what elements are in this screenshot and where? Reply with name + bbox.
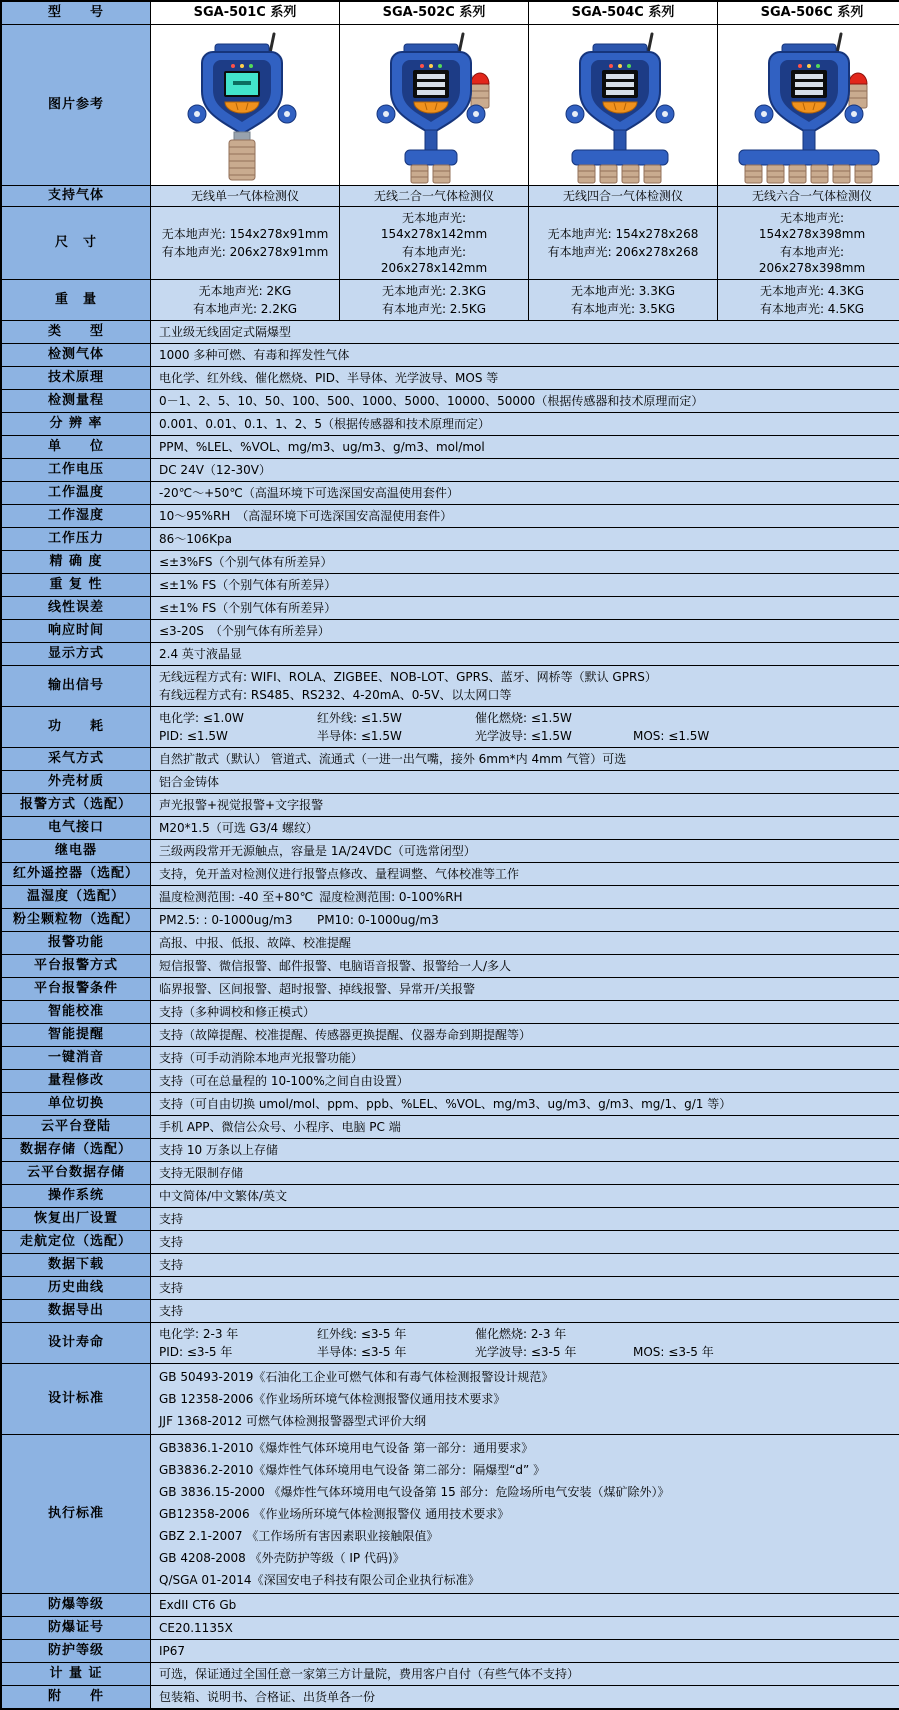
spec-text: 有本地声光: 2.5KG <box>381 302 487 316</box>
model-name: SGA-506C 系列 <box>718 2 899 24</box>
spec-text: 手机 APP、微信公众号、小程序、电脑 PC 端 <box>159 1120 401 1134</box>
spec-text-segment: 光学波导: ≤3-5 年 <box>475 1345 577 1359</box>
spec-text <box>159 709 578 727</box>
spec-text-segment: 半导体: ≤1.5W <box>317 729 402 743</box>
spec-row-value <box>151 1323 899 1363</box>
spec-text: 有本地声光: 4.5KG <box>759 302 865 316</box>
spec-row-label: 功 耗 <box>2 707 150 747</box>
spec-text-segment: 红外线: ≤1.5W <box>317 711 402 725</box>
spec-row-value <box>151 1254 899 1276</box>
spec-row-value <box>151 528 899 550</box>
spec-row-value <box>151 1093 899 1115</box>
spec-row-label: 报警方式（选配） <box>2 794 150 816</box>
spec-text: GB 4208-2008 《外壳防护等级（ IP 代码)》 <box>159 1551 405 1565</box>
spec-text: 2.4 英寸液晶显 <box>159 647 242 661</box>
spec-row-value <box>151 748 899 770</box>
model-spec-value <box>529 280 717 320</box>
spec-text-segment: PID: ≤1.5W <box>159 729 228 743</box>
spec-text: 无本地声光: 154x278x268 <box>547 227 699 241</box>
spec-row-value <box>151 459 899 481</box>
spec-row-value <box>151 1663 899 1685</box>
spec-row-label: 恢复出厂设置 <box>2 1208 150 1230</box>
spec-text: GBZ 2.1-2007 《工作场所有害因素职业接触限值》 <box>159 1529 439 1543</box>
lcd-screen <box>791 70 827 98</box>
spec-row-value <box>151 1001 899 1023</box>
lcd-screen <box>602 70 638 98</box>
spec-text: 支持 <box>159 1281 184 1295</box>
spec-text: PPM、%LEL、%VOL、mg/m3、ug/m3、g/m3、mol/mol <box>159 440 485 454</box>
spec-row-label: 防爆证号 <box>2 1617 150 1639</box>
spec-row-label: 工作电压 <box>2 459 150 481</box>
model-spec-value <box>151 207 339 279</box>
spec-row-label: 重 量 <box>2 280 150 320</box>
model-spec-value: 无线四合一气体检测仪 <box>529 186 717 206</box>
device-illustration <box>341 26 527 184</box>
spec-row-label: 外壳材质 <box>2 771 150 793</box>
spec-row-value <box>151 840 899 862</box>
spec-row-value <box>151 1435 899 1593</box>
spec-text: GB 50493-2019《石油化工企业可燃气体和有毒气体检测报警设计规范》 <box>159 1370 554 1384</box>
spec-row-label: 执行标准 <box>2 1435 150 1593</box>
spec-text: 支持 <box>159 1235 184 1249</box>
spec-row-label: 重 复 性 <box>2 574 150 596</box>
spec-text: 支持（可在总量程的 10-100%之间自由设置） <box>159 1074 409 1088</box>
spec-text: 工业级无线固定式隔爆型 <box>159 325 292 339</box>
model-row-label: 型 号 <box>2 2 150 24</box>
spec-text-segment: 催化燃烧: 2-3 年 <box>475 1327 567 1341</box>
spec-text-segment: 半导体: ≤3-5 年 <box>317 1345 407 1359</box>
spec-row-value <box>151 643 899 665</box>
gas-sensor-manifold <box>572 130 668 183</box>
spec-row-value <box>151 551 899 573</box>
model-spec-value <box>151 280 339 320</box>
spec-row-label: 粉尘颗粒物（选配） <box>2 909 150 931</box>
spec-text: GB3836.2-2010《爆炸性气体环境用电气设备 第二部分：隔爆型“d” 》 <box>159 1463 546 1477</box>
spec-text: 无本地声光: 2.3KG <box>381 284 487 298</box>
spec-text: M20*1.5（可选 G3/4 螺纹） <box>159 821 318 835</box>
spec-row-value <box>151 390 899 412</box>
spec-text: 有本地声光: 206x278x91mm <box>161 245 329 259</box>
spec-row-label: 附 件 <box>2 1686 150 1708</box>
spec-row-value <box>151 1139 899 1161</box>
spec-row-value <box>151 1070 899 1092</box>
spec-row-label: 类 型 <box>2 321 150 343</box>
product-image <box>340 25 528 185</box>
model-spec-value <box>340 207 528 279</box>
spec-text-segment: MOS: ≤3-5 年 <box>633 1345 714 1359</box>
model-name: SGA-504C 系列 <box>529 2 717 24</box>
spec-text: -20℃～+50℃（高温环境下可选深国安高温使用套件） <box>159 486 459 500</box>
spec-row-label: 检测量程 <box>2 390 150 412</box>
spec-row-value <box>151 367 899 389</box>
spec-text-segment: PID: ≤3-5 年 <box>159 1345 233 1359</box>
model-spec-value <box>718 280 899 320</box>
spec-row-value <box>151 955 899 977</box>
spec-row-value <box>151 1231 899 1253</box>
spec-row-label: 设计标准 <box>2 1364 150 1434</box>
model-name: SGA-501C 系列 <box>151 2 339 24</box>
spec-text: DC 24V（12-30V） <box>159 463 271 477</box>
spec-row-value <box>151 1185 899 1207</box>
spec-row-value <box>151 1300 899 1322</box>
spec-text-segment: MOS: ≤1.5W <box>633 729 710 743</box>
spec-text <box>159 727 715 745</box>
spec-row-label: 数据导出 <box>2 1300 150 1322</box>
spec-row-label: 平台报警方式 <box>2 955 150 977</box>
spec-text: ≤±1% FS（个别气体有所差异） <box>159 578 337 592</box>
spec-row-value <box>151 1617 899 1639</box>
spec-text: CE20.1135X <box>159 1621 233 1635</box>
device-illustration <box>719 26 899 184</box>
spec-text: 支持 10 万条以上存储 <box>159 1143 278 1157</box>
spec-row-value <box>151 574 899 596</box>
spec-row-value <box>151 1364 899 1434</box>
spec-row-value <box>151 482 899 504</box>
spec-row-label: 响应时间 <box>2 620 150 642</box>
spec-text: 有本地声光: 3.5KG <box>570 302 676 316</box>
spec-text-segment: PM2.5: : 0-1000ug/m3 <box>159 913 293 927</box>
device-illustration <box>530 26 716 184</box>
spec-text: 无本地声光: 2KG <box>198 284 292 298</box>
spec-text: GB 3836.15-2000 《爆炸性气体环境用电气设备第 15 部分：危险场所电气安装（煤矿除外）》 <box>159 1485 670 1499</box>
spec-row-label: 一键消音 <box>2 1047 150 1069</box>
spec-text: 86～106Kpa <box>159 532 233 546</box>
spec-text-segment: 催化燃烧: ≤1.5W <box>475 711 572 725</box>
spec-text: 无本地声光: 3.3KG <box>570 284 676 298</box>
spec-row-value <box>151 817 899 839</box>
spec-row-label: 线性误差 <box>2 597 150 619</box>
spec-row-value <box>151 436 899 458</box>
spec-text: 0－1、2、5、10、50、100、500、1000、5000、10000、50000（根据传感器和技术原理而定） <box>159 394 704 408</box>
spec-text: 可选，保证通过全国任意一家第三方计量院，费用客户自付（有些气体不支持） <box>159 1667 580 1681</box>
spec-text: ≤3-20S （个别气体有所差异） <box>159 624 330 638</box>
spec-text: JJF 1368-2012 可燃气体检测报警器型式评价大纲 <box>159 1414 427 1428</box>
spec-row-value <box>151 321 899 343</box>
spec-row-label: 智能校准 <box>2 1001 150 1023</box>
spec-text: 铝合金铸体 <box>159 775 220 789</box>
spec-text-segment: PM10: 0-1000ug/m3 <box>317 913 439 927</box>
spec-row-label: 红外遥控器（选配） <box>2 863 150 885</box>
model-spec-value: 无线二合一气体检测仪 <box>340 186 528 206</box>
spec-text: 有本地声光: 206x278x398mm <box>758 245 866 275</box>
spec-row-label: 单 位 <box>2 436 150 458</box>
spec-text: 短信报警、微信报警、邮件报警、电脑语音报警、报警给一人/多人 <box>159 959 512 973</box>
spec-row-label: 操作系统 <box>2 1185 150 1207</box>
model-spec-value: 无线单一气体检测仪 <box>151 186 339 206</box>
spec-text: 中文简体/中文繁体/英文 <box>159 1189 288 1203</box>
product-image <box>718 25 899 185</box>
spec-text: 无本地声光: 154x278x91mm <box>161 227 329 241</box>
spec-text: 有本地声光: 2.2KG <box>192 302 298 316</box>
spec-row-value <box>151 505 899 527</box>
model-spec-value: 无线六合一气体检测仪 <box>718 186 899 206</box>
spec-row-value <box>151 344 899 366</box>
spec-row-label: 报警功能 <box>2 932 150 954</box>
spec-text: 支持（可自由切换 umol/mol、ppm、ppb、%LEL、%VOL、mg/m3、ug/m3、g/m3、mg/1、g/1 等） <box>159 1097 732 1111</box>
spec-text-segment: 温度检测范围: -40 至+80℃ <box>159 890 314 904</box>
spec-row-value <box>151 1686 899 1708</box>
spec-text: 支持（故障提醒、校准提醒、传感器更换提醒、仪器寿命到期提醒等） <box>159 1028 532 1042</box>
spec-row-value <box>151 707 899 747</box>
spec-text <box>159 1343 720 1361</box>
spec-text: 无本地声光: 4.3KG <box>759 284 865 298</box>
spec-row-value <box>151 1024 899 1046</box>
spec-row-label: 平台报警条件 <box>2 978 150 1000</box>
spec-text-segment: 红外线: ≤3-5 年 <box>317 1327 407 1341</box>
spec-text-segment: 光学波导: ≤1.5W <box>475 729 572 743</box>
spec-text: IP67 <box>159 1644 186 1658</box>
spec-row-label: 云平台数据存储 <box>2 1162 150 1184</box>
spec-row-value <box>151 932 899 954</box>
spec-row-value <box>151 1277 899 1299</box>
spec-row-value <box>151 413 899 435</box>
spec-text: 电化学、红外线、催化燃烧、PID、半导体、光学波导、MOS 等 <box>159 371 499 385</box>
spec-text: 0.001、0.01、0.1、1、2、5（根据传感器和技术原理而定） <box>159 417 491 431</box>
spec-text: 支持，免开盖对检测仪进行报警点修改、量程调整、气体校准等工作 <box>159 867 520 881</box>
spec-row-value <box>151 1162 899 1184</box>
model-spec-value <box>340 280 528 320</box>
model-name: SGA-502C 系列 <box>340 2 528 24</box>
spec-row-label: 尺 寸 <box>2 207 150 279</box>
spec-text: 自然扩散式（默认） 管道式、流通式（一进一出气嘴，接外 6mm*内 4mm 气管）可选 <box>159 752 627 766</box>
spec-row-label: 显示方式 <box>2 643 150 665</box>
spec-row-label: 云平台登陆 <box>2 1116 150 1138</box>
spec-text: 支持（可手动消除本地声光报警功能） <box>159 1051 364 1065</box>
spec-row-value <box>151 886 899 908</box>
spec-text: 支持 <box>159 1304 184 1318</box>
spec-row-value <box>151 597 899 619</box>
spec-row-label: 数据存储（选配） <box>2 1139 150 1161</box>
spec-text: 有本地声光: 206x278x142mm <box>380 245 488 275</box>
spec-row-value <box>151 1047 899 1069</box>
spec-text: ExdII CT6 Gb <box>159 1598 237 1612</box>
model-spec-value <box>529 207 717 279</box>
lcd-screen <box>224 71 260 97</box>
spec-row-value <box>151 1640 899 1662</box>
spec-row-value <box>151 1594 899 1616</box>
spec-row-value <box>151 1208 899 1230</box>
spec-text: 临界报警、区间报警、超时报警、掉线报警、异常开/关报警 <box>159 982 476 996</box>
product-image <box>529 25 717 185</box>
spec-row-label: 工作湿度 <box>2 505 150 527</box>
spec-row-value <box>151 909 899 931</box>
spec-row-value <box>151 863 899 885</box>
spec-row-label: 计 量 证 <box>2 1663 150 1685</box>
spec-text: 无线远程方式有: WIFI、ROLA、ZIGBEE、NOB-LOT、GPRS、蓝牙、网桥等（默认 GPRS） <box>159 670 657 684</box>
spec-row-label: 防护等级 <box>2 1640 150 1662</box>
spec-text: 1000 多种可燃、有毒和挥发性气体 <box>159 348 350 362</box>
spec-text: GB3836.1-2010《爆炸性气体环境用电气设备 第一部分：通用要求》 <box>159 1441 534 1455</box>
spec-text: 三级两段常开无源触点，容量是 1A/24VDC（可选常闭型） <box>159 844 476 858</box>
spec-row-label: 精 确 度 <box>2 551 150 573</box>
spec-row-label: 工作压力 <box>2 528 150 550</box>
spec-text: 声光报警+视觉报警+文字报警 <box>159 798 324 812</box>
spec-text <box>159 888 469 906</box>
spec-text: ≤±1% FS（个别气体有所差异） <box>159 601 337 615</box>
spec-text: 支持 <box>159 1258 184 1272</box>
spec-row-label: 历史曲线 <box>2 1277 150 1299</box>
spec-text: 支持无限制存储 <box>159 1166 244 1180</box>
spec-text: 无本地声光: 154x278x398mm <box>758 211 866 241</box>
device-illustration <box>152 26 338 184</box>
spec-row-label: 防爆等级 <box>2 1594 150 1616</box>
product-image <box>151 25 339 185</box>
spec-text: 高报、中报、低报、故障、校准提醒 <box>159 936 352 950</box>
spec-row-label: 设计寿命 <box>2 1323 150 1363</box>
spec-text: 支持（多种调校和修正模式） <box>159 1005 316 1019</box>
spec-row-label: 量程修改 <box>2 1070 150 1092</box>
spec-text: 无本地声光: 154x278x142mm <box>380 211 488 241</box>
spec-row-label: 输出信号 <box>2 666 150 706</box>
spec-text <box>159 1325 572 1343</box>
spec-text: 包装箱、说明书、合格证、出货单各一份 <box>159 1690 376 1704</box>
gas-sensor-manifold <box>405 130 457 183</box>
spec-text: GB 12358-2006《作业场所环境气体检测报警仪通用技术要求》 <box>159 1392 506 1406</box>
spec-row-label: 走航定位（选配） <box>2 1231 150 1253</box>
image-row-label: 图片参考 <box>2 25 150 185</box>
lcd-screen <box>413 70 449 98</box>
spec-row-value <box>151 666 899 706</box>
model-spec-value <box>718 207 899 279</box>
spec-text: 有线远程方式有: RS485、RS232、4-20mA、0-5V、以太网口等 <box>159 688 512 702</box>
spec-row-value <box>151 978 899 1000</box>
spec-row-label: 技术原理 <box>2 367 150 389</box>
spec-text <box>159 911 445 929</box>
spec-row-label: 温湿度（选配） <box>2 886 150 908</box>
spec-row-value <box>151 771 899 793</box>
gas-sensor-manifold <box>739 130 879 183</box>
spec-text: ≤±3%FS（个别气体有所差异） <box>159 555 333 569</box>
spec-row-value <box>151 620 899 642</box>
spec-row-value <box>151 794 899 816</box>
gas-row-label: 支持气体 <box>2 186 150 206</box>
spec-text-segment: 电化学: 2-3 年 <box>159 1327 239 1341</box>
spec-text: GB12358-2006 《作业场所环境气体检测报警仪 通用技术要求》 <box>159 1507 510 1521</box>
spec-text: 支持 <box>159 1212 184 1226</box>
spec-row-label: 工作温度 <box>2 482 150 504</box>
spec-row-label: 电气接口 <box>2 817 150 839</box>
spec-row-label: 智能提醒 <box>2 1024 150 1046</box>
spec-row-label: 继电器 <box>2 840 150 862</box>
gas-sensor <box>229 132 255 180</box>
spec-row-label: 数据下载 <box>2 1254 150 1276</box>
spec-row-label: 检测气体 <box>2 344 150 366</box>
spec-text: Q/SGA 01-2014《深国安电子科技有限公司企业执行标准》 <box>159 1573 480 1587</box>
spec-text-segment: 电化学: ≤1.0W <box>159 711 244 725</box>
spec-row-label: 采气方式 <box>2 748 150 770</box>
spec-row-label: 分 辨 率 <box>2 413 150 435</box>
spec-row-label: 单位切换 <box>2 1093 150 1115</box>
spec-text: 有本地声光: 206x278x268 <box>547 245 699 259</box>
spec-text: 10～95%RH （高湿环境下可选深国安高湿使用套件） <box>159 509 453 523</box>
spec-text-segment: 湿度检测范围: 0-100%RH <box>319 890 463 904</box>
spec-row-value <box>151 1116 899 1138</box>
